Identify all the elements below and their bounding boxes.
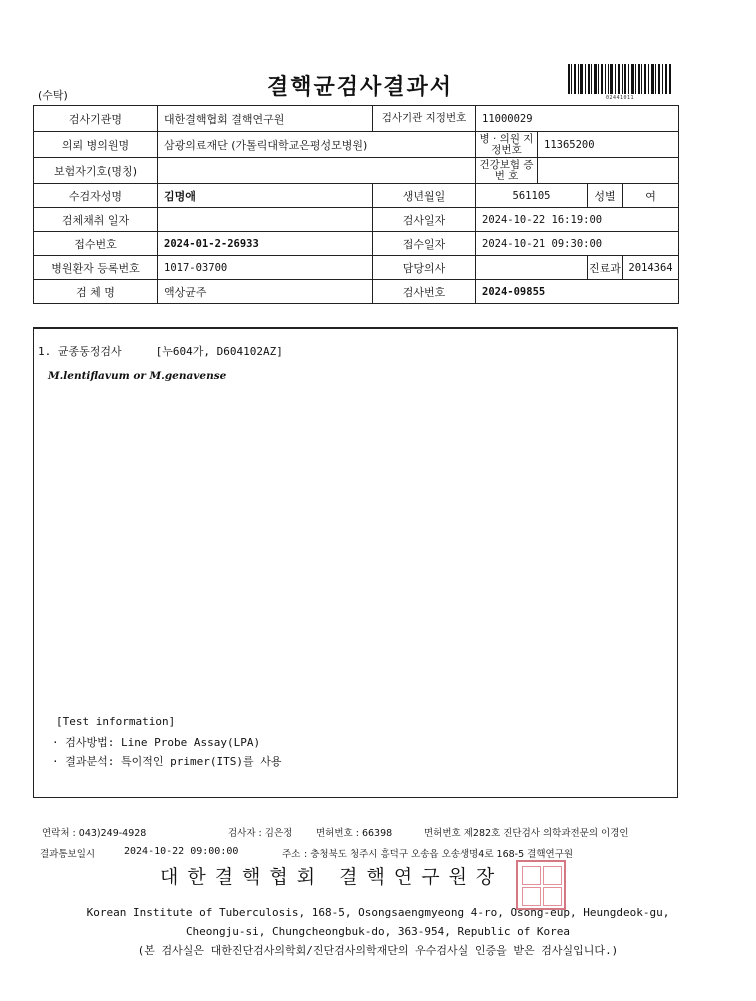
receive-date: 2024-10-21 09:30:00: [476, 232, 679, 256]
patient-info-table: [33, 105, 679, 304]
lab-name-label: 검사기관명: [34, 106, 158, 132]
insurer-label: 보험자기호(명칭): [34, 158, 158, 184]
lab-name: 대한결핵협회 결핵연구원: [158, 106, 373, 132]
official-seal: [516, 860, 566, 910]
tester: 검사자 : 김은정: [228, 828, 293, 839]
test-analysis: · 결과분석: 특이적인 primer(ITS)를 사용: [52, 755, 282, 768]
certification-note: (본 검사실은 대한진단검사의학회/진단검사의학재단의 우수검사실 인증을 받은 검사실입니다.): [137, 944, 619, 957]
result-item-name: 1. 균종동정검사: [38, 345, 122, 358]
test-no-label: 검사번호: [373, 280, 476, 304]
address-label: 주소: [282, 849, 301, 860]
receipt-mark: (수탁): [38, 89, 68, 102]
test-date-label: 검사일자: [373, 208, 476, 232]
collect-date-label: 검체채취 일자: [34, 208, 158, 232]
specimen-label: 검 체 명: [34, 280, 158, 304]
result-code: [누604가, D604102AZ]: [155, 345, 283, 358]
lab-no: 11000029: [476, 106, 679, 132]
sex-value: 여: [623, 184, 679, 208]
patient-name: 김명애: [158, 184, 373, 208]
result-organism: M.lentiflavum or M.genavense: [48, 370, 227, 382]
collect-date: [158, 208, 373, 232]
clinic-no: 11365200: [538, 132, 679, 158]
contact: 연락처 : 043)249-4928: [42, 828, 147, 839]
document-title: 결핵균검사결과서: [266, 74, 454, 100]
institute-name-kr: 대한결핵협회 결핵연구원장: [160, 866, 504, 888]
insurer-value: [158, 158, 476, 184]
barcode-number: 02441011: [605, 95, 635, 101]
accession-label: 접수번호: [34, 232, 158, 256]
receive-date-label: 접수일자: [373, 232, 476, 256]
physician-license: 면허번호 제282호 진단검사 의학과전문의 이경인: [424, 828, 629, 839]
result-item: [38, 343, 283, 359]
reg-no: 1017-03700: [158, 256, 373, 280]
tester-license: 면허번호 : 66398: [316, 828, 393, 839]
address: : 충청북도 청주시 흥덕구 오송읍 오송생명4로 168-5 결핵연구원: [304, 849, 574, 860]
dept-value: 2014364: [623, 256, 679, 280]
notified-label: 결과통보일시: [40, 849, 96, 860]
dept-label: 진료과: [588, 256, 623, 280]
test-method: · 검사방법: Line Probe Assay(LPA): [52, 736, 261, 749]
notified-datetime: 2024-10-22 09:00:00: [124, 846, 239, 857]
institute-address-en-2: Cheongju-si, Chungcheongbuk-do, 363-954, Republic of Korea: [185, 925, 571, 938]
sex-label: 성별: [588, 184, 623, 208]
dob-value: 561105: [476, 184, 588, 208]
hospital-name: 삼광의료재단 (가톨릭대학교은평성모병원): [158, 132, 476, 158]
institute-address-en-1: Korean Institute of Tuberculosis, 168-5, Osongsaengmyeong 4-ro, Osong-eup, Heungdeok-gu,: [86, 906, 670, 919]
lab-no-label: 검사기관 지정번호: [373, 106, 476, 132]
test-date: 2024-10-22 16:19:00: [476, 208, 679, 232]
test-info-header: [Test information]: [56, 715, 176, 728]
health-ins-value: [538, 158, 679, 184]
reg-no-label: 병원환자 등록번호: [34, 256, 158, 280]
barcode: [568, 64, 672, 94]
hospital-label: 의뢰 병의원명: [34, 132, 158, 158]
specimen-value: 액상균주: [158, 280, 373, 304]
health-ins-label: 건강보험 증 번 호: [476, 158, 538, 184]
test-no: 2024-09855: [476, 280, 679, 304]
accession-no: 2024-01-2-26933: [158, 232, 373, 256]
patient-name-label: 수검자성명: [34, 184, 158, 208]
clinic-no-label: 병 · 의원 지정번호: [476, 132, 538, 158]
doctor-label: 담당의사: [373, 256, 476, 280]
dob-label: 생년월일: [373, 184, 476, 208]
doctor-value: [476, 256, 588, 280]
